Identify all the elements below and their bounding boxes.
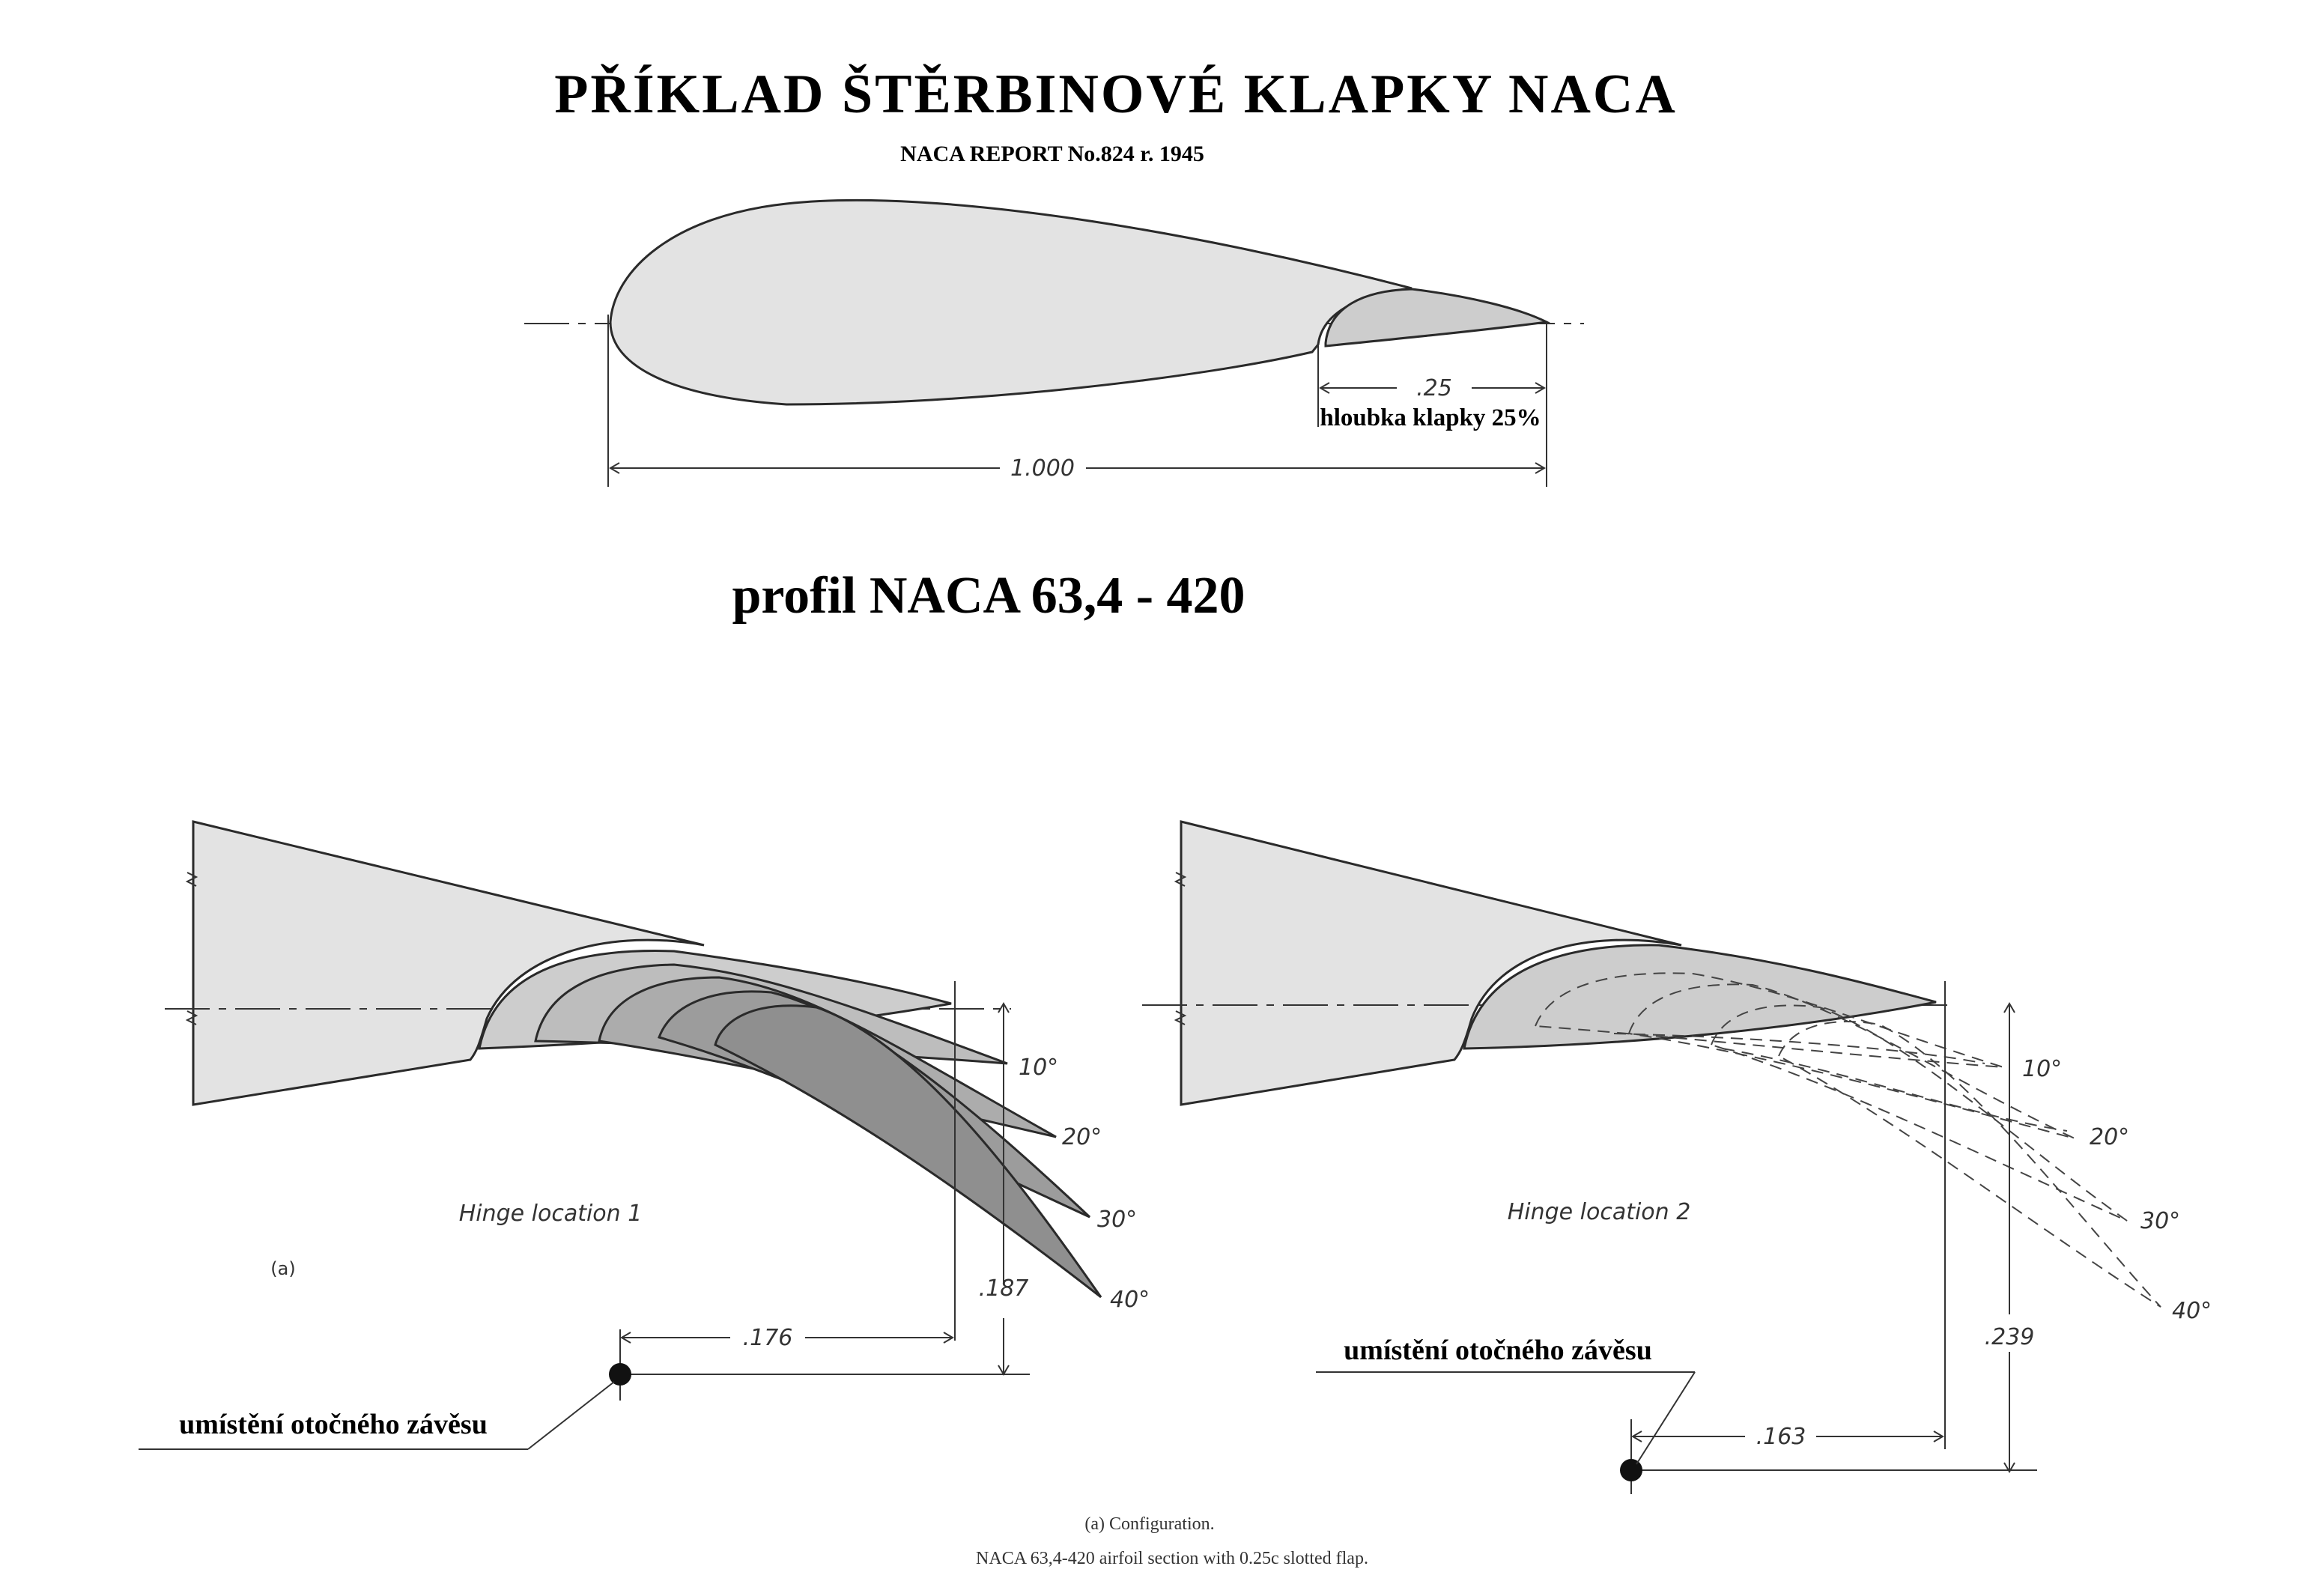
hinge1-pivot-marker: [609, 1363, 631, 1386]
caption-figure: NACA 63,4-420 airfoil section with 0.25c slotted flap.: [976, 1549, 1368, 1568]
hinge2-flap-0: [1464, 945, 1936, 1049]
total-chord-dim: 1.000: [1010, 455, 1075, 482]
hinge2-pivot-marker: [1620, 1459, 1642, 1481]
hinge2-hinge-label: umístění otočného závěsu: [1344, 1335, 1652, 1366]
hinge2-dim-horizontal: .163: [1756, 1424, 1806, 1450]
flap-chord-label: hloubka klapky 25%: [1320, 404, 1541, 431]
hinge1-deflection-40: 40°: [1110, 1287, 1150, 1313]
hinge1-part-label: (a): [270, 1258, 296, 1279]
page-subtitle: NACA REPORT No.824 r. 1945: [900, 142, 1204, 166]
hinge1-deflection-10: 10°: [1019, 1055, 1059, 1081]
page-title: PŘÍKLAD ŠTĚRBINOVÉ KLAPKY NACA: [554, 64, 1678, 125]
hinge2-deflection-20: 20°: [2090, 1124, 2130, 1150]
hinge1-deflection-20: 20°: [1062, 1124, 1102, 1150]
hinge1-figure: [139, 822, 1150, 1449]
hinge1-location-label: Hinge location 1: [458, 1201, 643, 1227]
top-airfoil-body: [610, 200, 1412, 404]
hinge2-deflection-30: 30°: [2140, 1208, 2181, 1234]
top-airfoil-figure: [524, 200, 1584, 487]
hinge1-dim-horizontal: .176: [742, 1325, 793, 1351]
hinge1-deflection-30: 30°: [1097, 1207, 1138, 1233]
hinge2-deflection-40: 40°: [2172, 1298, 2212, 1324]
hinge2-flap-30: [1711, 1005, 2130, 1221]
profile-label: profil NACA 63,4 - 420: [732, 567, 1245, 625]
hinge2-dim-vertical: .239: [1984, 1324, 2035, 1350]
hinge1-hinge-label: umístění otočného závěsu: [179, 1409, 488, 1440]
hinge2-location-label: Hinge location 2: [1507, 1199, 1691, 1225]
hinge2-figure: [1142, 822, 2212, 1494]
caption-configuration: (a) Configuration.: [1084, 1514, 1215, 1534]
flap-chord-dim: .25: [1416, 375, 1452, 401]
hinge1-dim-vertical: .187: [978, 1275, 1029, 1302]
hinge2-deflection-10: 10°: [2022, 1056, 2063, 1082]
